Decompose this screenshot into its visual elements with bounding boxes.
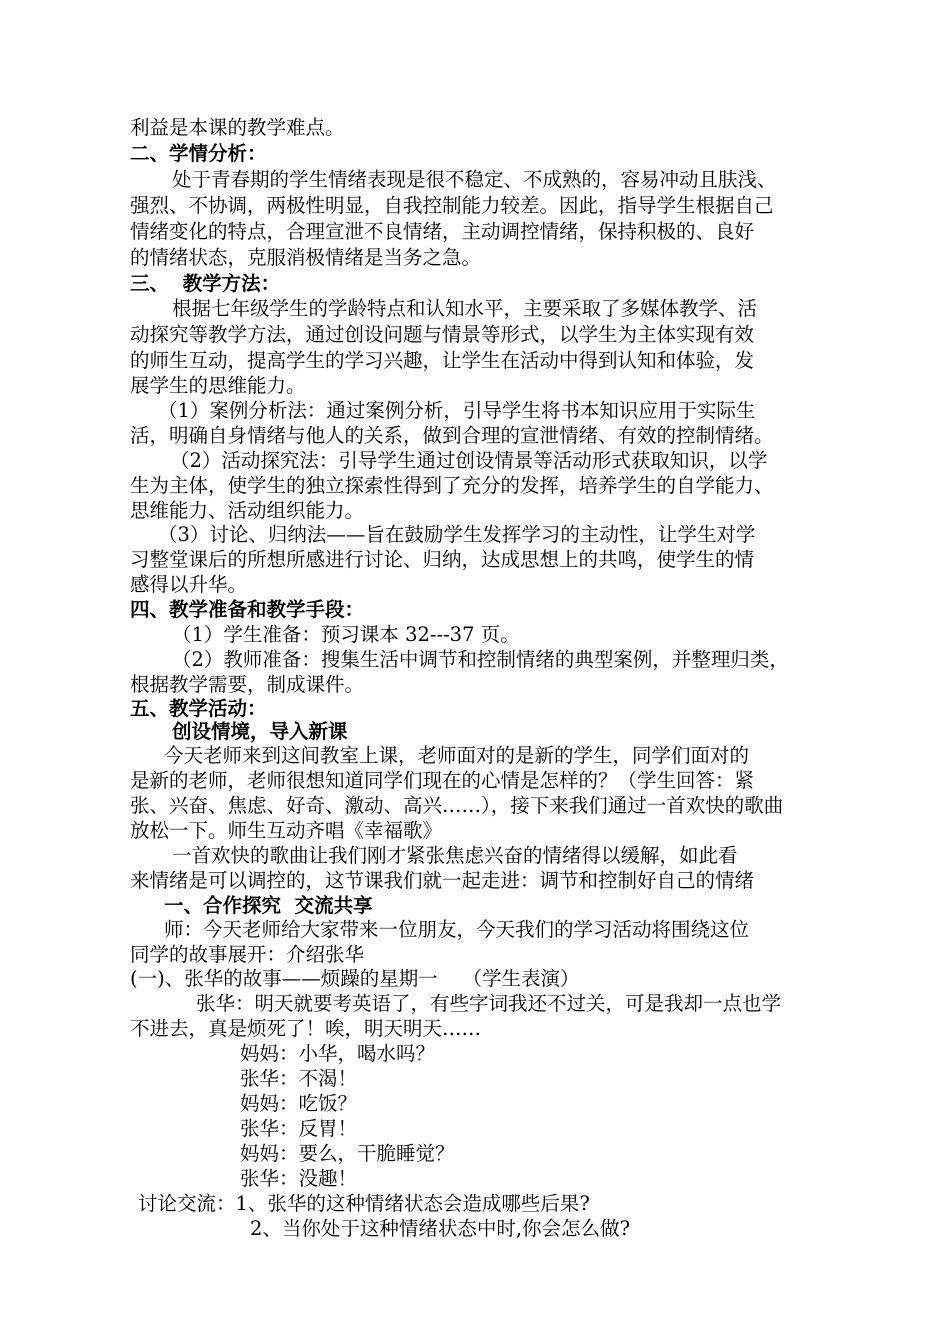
text-line: （3）讨论、归纳法——旨在鼓励学生发挥学习的主动性，让学生对学: [158, 523, 756, 546]
text-line: 师：今天老师给大家带来一位朋友，今天我们的学习活动将围绕这位: [164, 918, 750, 941]
text-line: （2）教师准备：搜集生活中调节和控制情绪的典型案例，并整理归类，: [172, 648, 789, 671]
text-line: (一)、张华的故事——烦躁的星期一 （学生表演）: [130, 967, 580, 990]
dialogue-line: 张华：不渴！: [240, 1067, 358, 1090]
text-line: 的师生互动，提高学生的学习兴趣，让学生在活动中得到认知和体验，发: [130, 349, 755, 372]
text-line: 是新的老师，老师很想知道同学们现在的心情是怎样的？（学生回答：紧: [130, 769, 755, 792]
text-line: 强烈、不协调，两极性明显，自我控制能力较差。因此，指导学生根据自己: [130, 194, 774, 217]
text-line: （1）学生准备：预习课本 32---37 页。: [172, 623, 520, 646]
text-line: 同学的故事展开：介绍张华: [130, 943, 365, 966]
section-heading: 二、学情分析：: [130, 142, 267, 165]
text-line: 来情绪是可以调控的，这节课我们就一起走进：调节和控制好自己的情绪: [130, 869, 755, 892]
discussion-line: 2、当你处于这种情绪状态中时,你会怎么做?: [250, 1217, 631, 1240]
subsection-heading: 创设情境，导入新课: [172, 720, 348, 743]
dialogue-line: 张华：没趣！: [240, 1167, 358, 1190]
text-line: 根据七年级学生的学龄特点和认知水平，主要采取了多媒体教学、活: [172, 297, 758, 320]
text-line: 情绪变化的特点，合理宣泄不良情绪，主动调控情绪，保持积极的、良好: [130, 220, 755, 243]
text-line: 感得以升华。: [130, 573, 248, 596]
section-heading: 三、 教学方法：: [130, 272, 281, 295]
discussion-line: 讨论交流：1、张华的这种情绪状态会造成哪些后果?: [138, 1192, 590, 1215]
text-line: 思维能力、活动组织能力。: [130, 499, 365, 522]
text-line: 习整堂课后的所想所感进行讨论、归纳，达成思想上的共鸣，使学生的情: [130, 548, 755, 571]
text-line: （1）案例分析法：通过案例分析，引导学生将书本知识应用于实际生: [158, 399, 756, 422]
text-line: 今天老师来到这间教室上课，老师面对的是新的学生，同学们面对的: [164, 744, 750, 767]
text-line: 放松一下。师生互动齐唱《幸福歌》: [130, 819, 443, 842]
text-line: 根据教学需要，制成课件。: [130, 673, 365, 696]
section-heading: 五、教学活动：: [130, 697, 267, 720]
text-line: 生为主体，使学生的独立探索性得到了充分的发挥，培养学生的自学能力、: [130, 474, 774, 497]
text-line: 动探究等教学方法，通过创设问题与情景等形式，以学生为主体实现有效: [130, 323, 755, 346]
text-line: 展学生的思维能力。: [130, 374, 306, 397]
text-line: 处于青春期的学生情绪表现是很不稳定、不成熟的，容易冲动且肤浅、: [172, 168, 777, 191]
text-line: 一首欢快的歌曲让我们刚才紧张焦虑兴奋的情绪得以缓解，如此看: [172, 844, 738, 867]
text-line: 利益是本课的教学难点。: [130, 116, 345, 139]
text-line: 张、兴奋、焦虑、好奇、激动、高兴……），接下来我们通过一首欢快的歌曲: [130, 794, 784, 817]
text-line: 张华：明天就要考英语了，有些字词我还不过关，可是我却一点也学: [196, 992, 782, 1015]
dialogue-line: 张华：反胃！: [240, 1117, 358, 1140]
text-line: （2）活动探究法：引导学生通过创设情景等活动形式获取知识，以学: [170, 449, 768, 472]
dialogue-line: 妈妈：要么，干脆睡觉？: [240, 1142, 455, 1165]
dialogue-line: 妈妈：吃饭？: [240, 1092, 358, 1115]
section-heading: 四、教学准备和教学手段：: [130, 598, 365, 621]
dialogue-line: 妈妈：小华，喝水吗？: [240, 1042, 436, 1065]
text-line: 不进去，真是烦死了！唉，明天明天……: [130, 1017, 482, 1040]
subsection-heading: 一、合作探究 交流共享: [164, 894, 373, 917]
text-line: 的情绪状态，克服消极情绪是当务之急。: [130, 246, 482, 269]
text-line: 活，明确自身情绪与他人的关系，做到合理的宣泄情绪、有效的控制情绪。: [130, 424, 774, 447]
